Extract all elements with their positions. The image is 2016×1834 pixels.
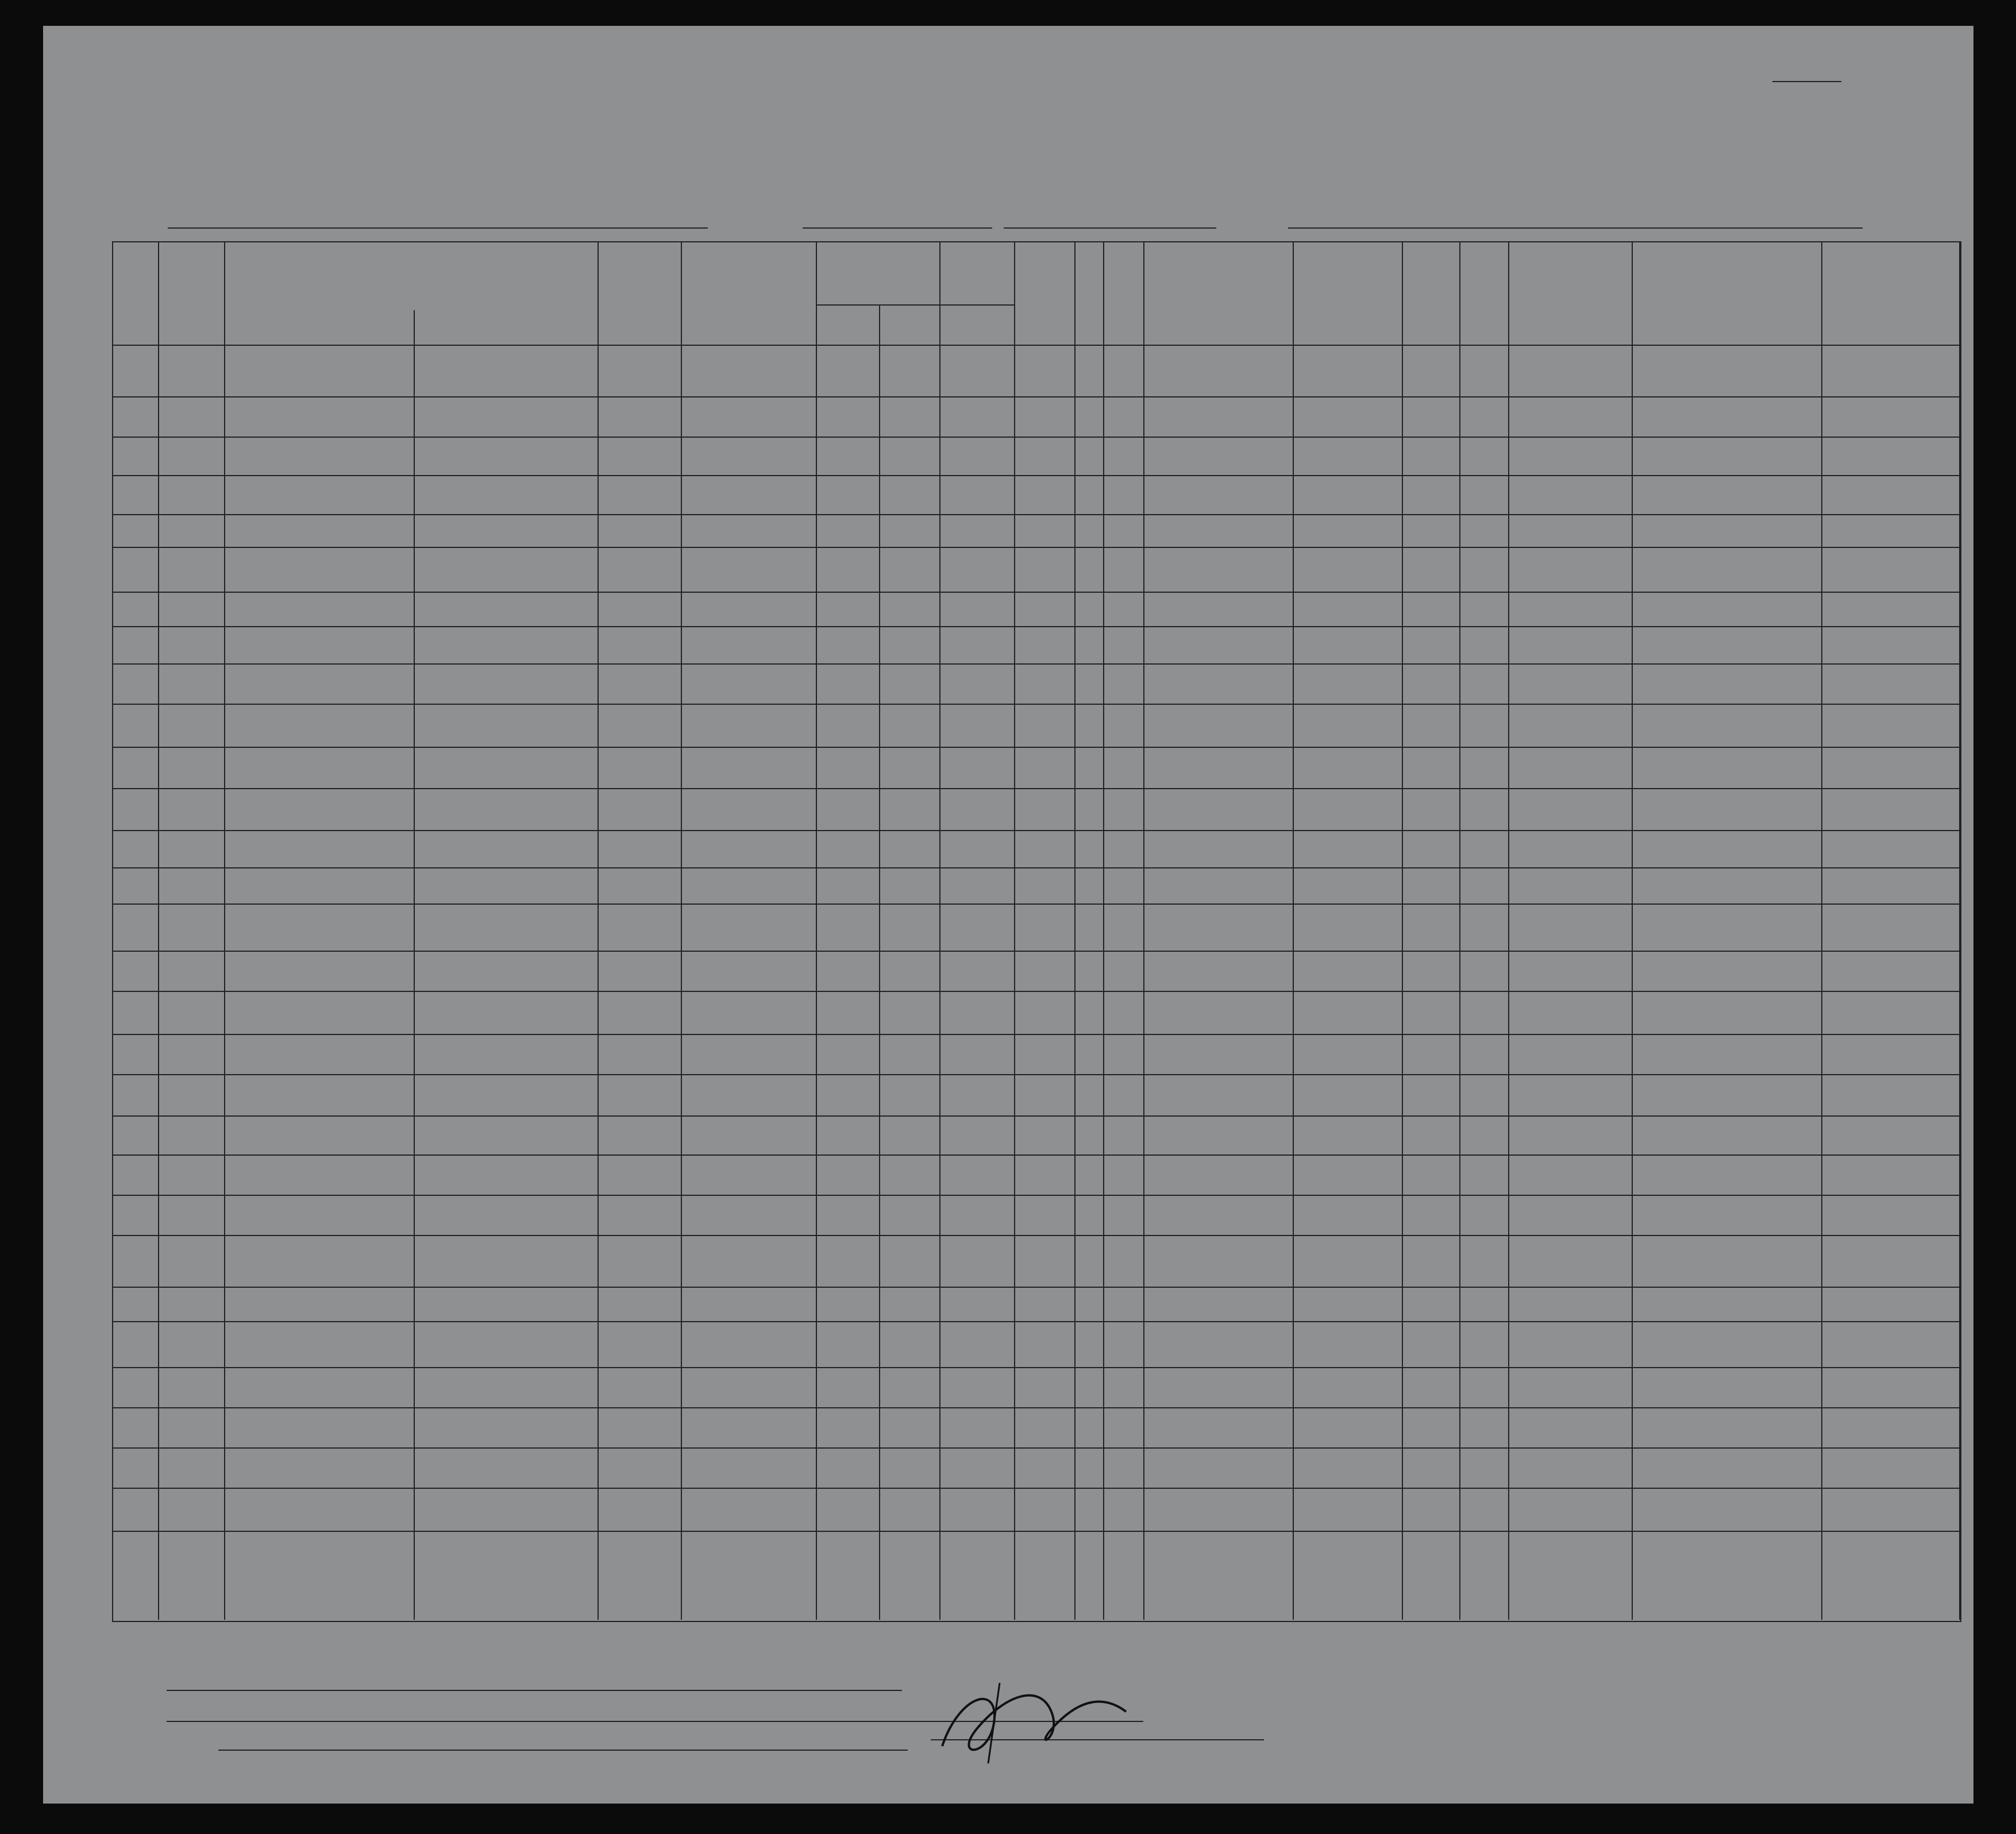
column-rule bbox=[1459, 241, 1460, 1620]
subheader-rule bbox=[816, 304, 1014, 306]
column-rule bbox=[158, 241, 159, 1620]
row-rule bbox=[112, 1195, 1959, 1196]
row-rule bbox=[112, 904, 1959, 905]
vessel-line bbox=[110, 195, 1891, 230]
row-rule bbox=[112, 1155, 1959, 1156]
column-rule bbox=[112, 241, 113, 1620]
column-rule bbox=[879, 304, 880, 1620]
manifest-table bbox=[112, 241, 1961, 1622]
column-rule bbox=[1632, 241, 1633, 1620]
footer bbox=[115, 1666, 1953, 1815]
column-rule bbox=[1821, 241, 1822, 1620]
row-rule bbox=[112, 1367, 1959, 1368]
row-rule bbox=[112, 991, 1959, 992]
row-rule bbox=[112, 626, 1959, 627]
inspector-signature bbox=[908, 1660, 1149, 1775]
column-rule bbox=[939, 241, 940, 1620]
row-rule bbox=[112, 1074, 1959, 1075]
header-rule bbox=[112, 345, 1959, 346]
column-rule bbox=[414, 310, 415, 1620]
row-rule bbox=[112, 514, 1959, 515]
column-rule bbox=[224, 241, 225, 1620]
column-rule bbox=[1293, 241, 1294, 1620]
row-rule bbox=[112, 1321, 1959, 1322]
row-rule bbox=[112, 1531, 1959, 1532]
column-rule bbox=[1143, 241, 1144, 1620]
column-rule bbox=[598, 241, 599, 1620]
column-rule bbox=[1014, 241, 1015, 1620]
row-rule bbox=[112, 663, 1959, 665]
sheet-value bbox=[1772, 81, 1841, 82]
row-rule bbox=[112, 1034, 1959, 1035]
column-rule bbox=[1402, 241, 1403, 1620]
column-rule bbox=[681, 241, 682, 1620]
row-rule bbox=[112, 1488, 1959, 1489]
row-rule bbox=[112, 788, 1959, 789]
row-rule bbox=[112, 1115, 1959, 1117]
row-rule bbox=[112, 437, 1959, 438]
row-rule bbox=[112, 704, 1959, 705]
column-rule bbox=[816, 241, 817, 1620]
row-rule bbox=[112, 747, 1959, 748]
row-rule bbox=[112, 951, 1959, 952]
row-rule bbox=[112, 396, 1959, 397]
row-rule bbox=[112, 1447, 1959, 1449]
row-rule bbox=[112, 1407, 1959, 1408]
row-rule bbox=[112, 592, 1959, 593]
column-rule bbox=[1103, 241, 1104, 1620]
row-rule bbox=[112, 475, 1959, 476]
row-rule bbox=[112, 830, 1959, 831]
row-rule bbox=[112, 867, 1959, 868]
column-rule bbox=[1508, 241, 1509, 1620]
sheet-number bbox=[1772, 70, 1841, 86]
row-rule bbox=[112, 1287, 1959, 1288]
row-rule bbox=[112, 547, 1959, 548]
column-rule bbox=[1959, 241, 1960, 1620]
column-rule bbox=[1074, 241, 1076, 1620]
row-rule bbox=[112, 1235, 1959, 1236]
